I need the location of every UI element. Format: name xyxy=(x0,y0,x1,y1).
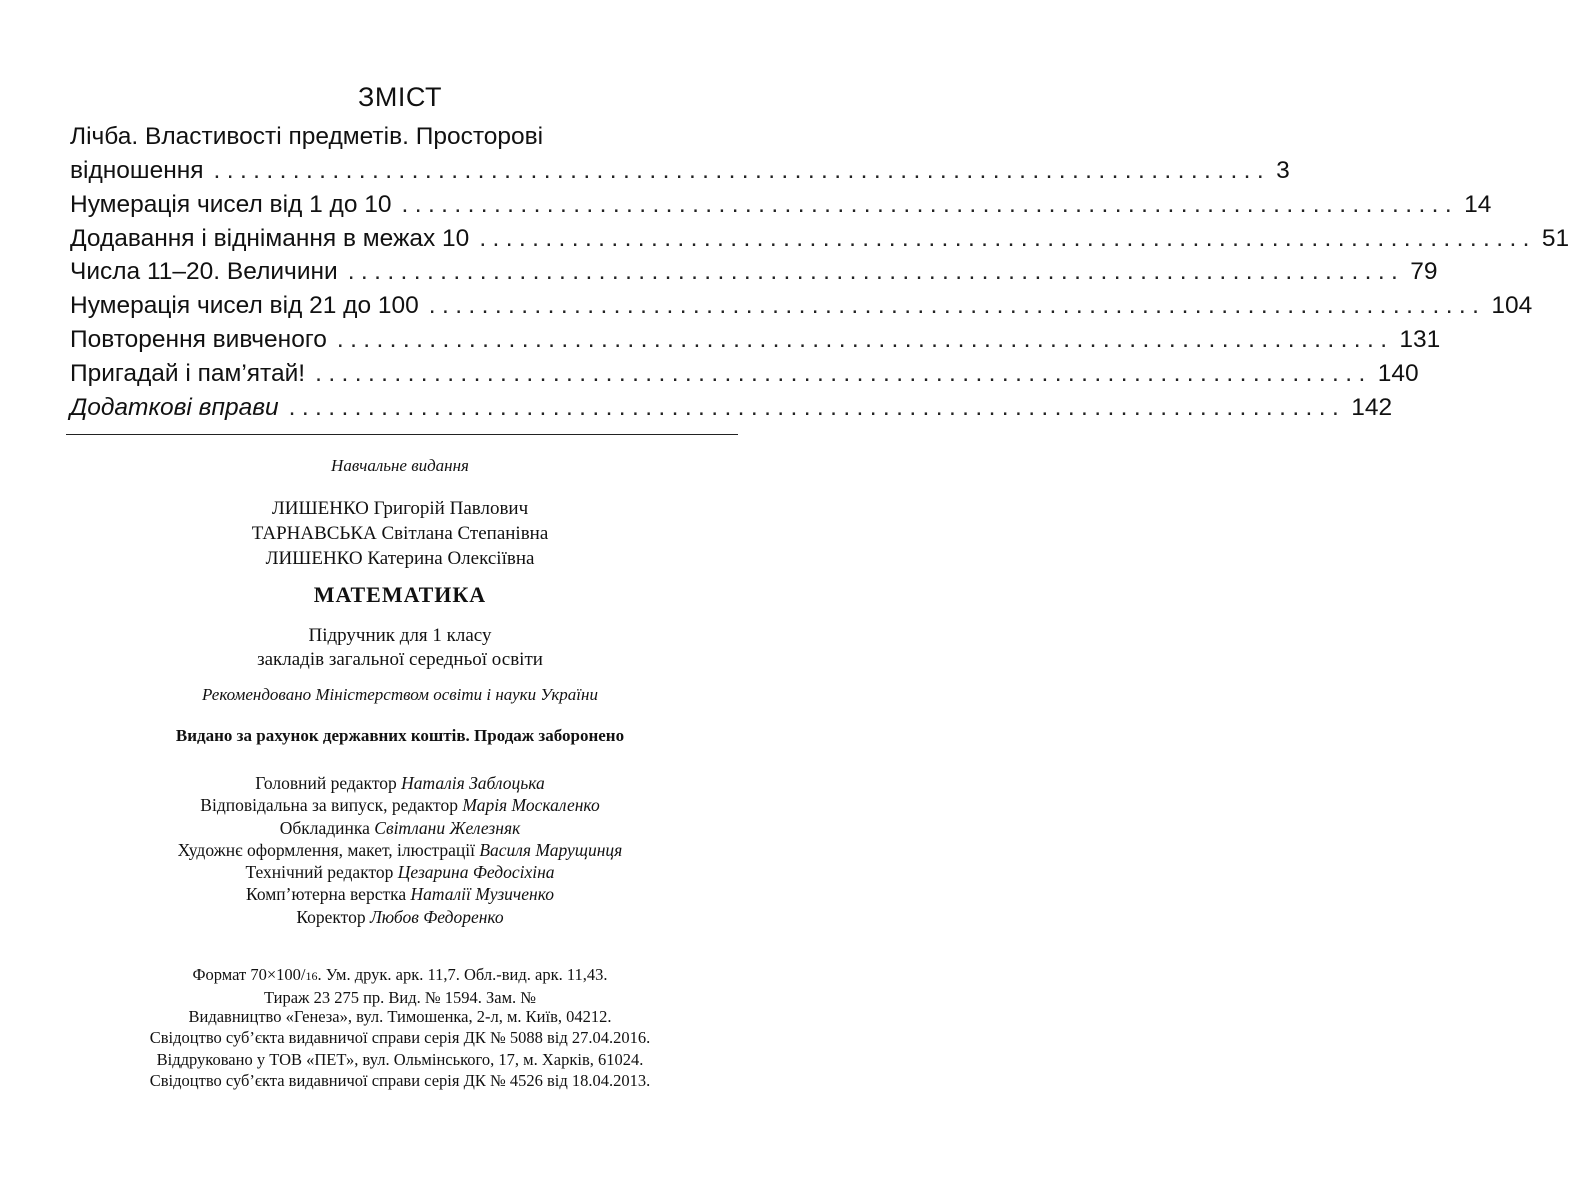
dot-leader: ................................................................................ xyxy=(401,190,1459,218)
staff-person: Цезарина Федосіхіна xyxy=(397,862,555,883)
staff-line xyxy=(0,883,800,905)
staff-line xyxy=(0,861,800,883)
author-name: Катерина Олексіївна xyxy=(367,548,535,569)
toc-entry-label: Додаткові вправи xyxy=(70,393,279,421)
staff-line xyxy=(0,906,800,928)
toc-entry-label: Нумерація чисел від 21 до 100 xyxy=(70,292,419,320)
toc-page-number: 51 xyxy=(1541,224,1569,252)
toc-heading: ЗМІСТ xyxy=(358,82,442,112)
author-surname: ЛИШЕНКО xyxy=(265,548,363,569)
staff-line xyxy=(0,794,800,816)
staff-role: Головний редактор xyxy=(255,773,397,793)
subtitle-line-1: Підручник для 1 класу xyxy=(308,625,492,646)
toc-entry-label: Нумерація чисел від 1 до 10 xyxy=(70,190,392,218)
toc-page-number: 79 xyxy=(1410,258,1438,286)
printer-info xyxy=(0,1049,800,1091)
subtitle-line-2: закладів загальної середньої освіти xyxy=(257,649,543,670)
staff-line xyxy=(0,839,800,861)
toc-entry-first-line: Лічба. Властивості предметів. Просторові xyxy=(70,123,544,150)
print-run-line: Тираж 23 275 пр. Вид. № 1594. Зам. № xyxy=(263,988,537,1007)
toc-page-number: 14 xyxy=(1464,190,1492,218)
staff-role: Коректор xyxy=(296,906,366,927)
free-distribution-notice: Видано за рахунок державних коштів. Продаж заборонено xyxy=(175,726,625,745)
ministry-recommendation: Рекомендовано Міністерством освіти і науки України xyxy=(202,685,598,704)
printer-certificate: Свідоцтво суб’єкта видавничої справи серія ДК № 4526 від 18.04.2013. xyxy=(149,1071,651,1090)
author-line xyxy=(0,496,800,521)
format-info xyxy=(0,964,800,1008)
publisher-line: Видавництво «Генеза», вул. Тимошенка, 2-л, м. Київ, 04212. xyxy=(188,1007,612,1026)
toc-entry xyxy=(70,188,1492,222)
dot-leader: ................................................................................ xyxy=(479,224,1536,252)
author-surname: ТАРНАВСЬКА xyxy=(251,523,377,544)
staff-role: Відповідальна за випуск, редактор xyxy=(200,795,458,816)
toc-entry-label: Пригадай і пам’ятай! xyxy=(70,359,306,387)
toc-page-number: 3 xyxy=(1276,157,1290,184)
author-line xyxy=(0,521,800,546)
dot-leader: ................................................................................ xyxy=(288,393,1346,421)
toc-entry-label: Числа 11–20. Величини xyxy=(70,258,338,286)
dot-leader: ................................................................................ xyxy=(347,258,1405,286)
staff-person: Наталія Заблоцька xyxy=(401,773,545,793)
publisher-certificate: Свідоцтво суб’єкта видавничої справи серія ДК № 5088 від 27.04.2016. xyxy=(149,1028,651,1047)
author-surname: ЛИШЕНКО xyxy=(271,498,369,519)
authors-block xyxy=(0,496,800,571)
staff-person: Василя Марущинця xyxy=(479,839,623,860)
author-name: Світлана Степанівна xyxy=(381,523,549,544)
staff-role: Комп’ютерна верстка xyxy=(246,884,407,905)
printer-line: Віддруковано у ТОВ «ПЕТ», вул. Ольмінського, 17, м. Харків, 61024. xyxy=(156,1050,644,1069)
dot-leader: ................................................................................ xyxy=(315,359,1372,387)
toc-entry xyxy=(70,222,1569,256)
staff-line xyxy=(0,772,800,794)
publisher-info xyxy=(0,1006,800,1048)
staff-role: Художнє оформлення, макет, ілюстрації xyxy=(177,839,475,860)
staff-person: Любов Федоренко xyxy=(369,906,504,927)
book-title: МАТЕМАТИКА xyxy=(313,582,487,607)
book-subtitle xyxy=(0,624,800,672)
toc-page-number: 142 xyxy=(1351,393,1393,421)
staff-person: Світлани Железняк xyxy=(374,817,521,838)
toc-entry xyxy=(70,323,1441,357)
toc-page-number: 131 xyxy=(1399,325,1441,353)
staff-line xyxy=(0,817,800,839)
toc-page-number: 104 xyxy=(1491,292,1533,320)
divider-line xyxy=(66,434,738,435)
toc-entry xyxy=(70,289,1533,323)
staff-role: Обкладинка xyxy=(279,817,370,838)
dot-leader: ................................................................................ xyxy=(213,157,1271,184)
toc-entry xyxy=(70,357,1419,391)
table-of-contents xyxy=(70,120,1569,424)
staff-role: Технічний редактор xyxy=(245,862,394,883)
format-line: Формат 70×100/16. Ум. друк. арк. 11,7. Обл.-вид. арк. 11,43. xyxy=(192,965,608,984)
toc-entry-label: Додавання і віднімання в межах 10 xyxy=(70,224,470,252)
staff-person: Наталії Музиченко xyxy=(410,884,554,905)
staff-person: Марія Москаленко xyxy=(462,795,600,816)
toc-page-number: 140 xyxy=(1377,359,1419,387)
editorial-staff xyxy=(0,772,800,928)
author-line xyxy=(0,546,800,571)
dot-leader: ................................................................................ xyxy=(428,292,1486,320)
toc-entry xyxy=(70,154,1290,188)
toc-entry-label: відношення xyxy=(70,157,204,184)
toc-entry-label: Повторення вивченого xyxy=(70,325,327,353)
toc-entry xyxy=(70,255,1438,289)
dot-leader: ................................................................................ xyxy=(336,325,1394,353)
toc-entry xyxy=(70,391,1393,425)
edition-type: Навчальне видання xyxy=(331,456,469,475)
author-name: Григорій Павлович xyxy=(373,498,529,519)
